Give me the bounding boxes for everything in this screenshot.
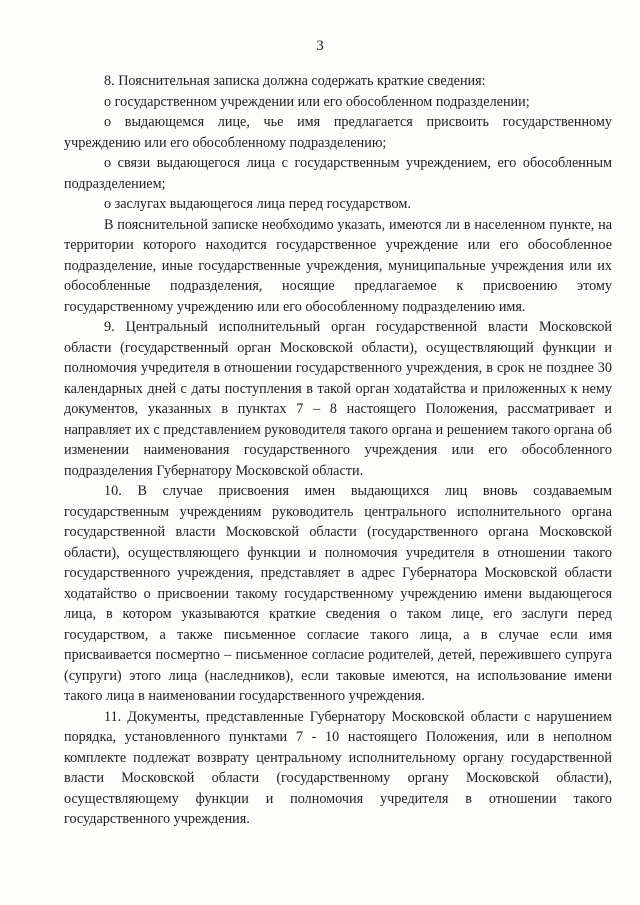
list-item-institution: о государственном учреждении или его обособленном подразделении; [104,93,530,110]
paragraph-9: 9. Центральный исполнительный орган государственной власти Московской области (государственный орган Московской области), осуществляющий функции и полномочия учредителя в отношении государственного учреждения, в срок не позднее 30 календарных дней с даты поступления в такой орган ходатайства и приложенных к нему документов, указанных в пунктах 7 – 8 настоящего Положения, рассматривает и направляет их с представлением руководителя такого органа и решением такого органа об изменении наименования государственного учреждения или его обособленного подразделения Губернатору Московской области. [64,319,612,479]
list-item-merits: о заслугах выдающегося лица перед государством. [104,196,411,212]
paragraph-8-intro: 8. Пояснительная записка должна содержать краткие сведения: [104,73,486,89]
paragraph-11: 11. Документы, представленные Губернатору Московской области с нарушением порядка, установленного пунктами 7 - 10 настоящего Положения, или в неполном комплекте подлежат возврату центральному исполнительному органу государственной власти Московской области (государственному органу Московской области), осуществляющему функции и полномочия учредителя в отношении такого государственного учреждения. [64,708,612,827]
list-item-connection: о связи выдающегося лица с государственным учреждением, его обособленным подразделением; [64,155,612,192]
document-body [64,71,612,830]
page-number: 3 [316,38,324,54]
paragraph-8-note: В пояснительной записке необходимо указать, имеются ли в населенном пункте, на территории которого находится государственное учреждение или его обособленное подразделение, иные государственные учреждения, муниципальные учреждения или их обособленные подразделения, носящие предлагаемое к присвоению этому государственному учреждению или его обособленному подразделению имя. [64,216,612,315]
list-item-person: о выдающемся лице, чье имя предлагается присвоить государственному учреждению или его обособленному подразделению; [64,114,612,151]
paragraph-10: 10. В случае присвоения имен выдающихся лиц вновь создаваемым государственным учреждениям руководитель центрального исполнительного органа государственной власти Московской области (государственного органа Московской области), осуществляющего функции и полномочия учредителя в отношении такого государственного учреждения, представляет в адрес Губернатора Московской области ходатайство о присвоении такому государственному учреждению имени выдающегося лица, в котором указываются краткие сведения о таком лице, его заслуги перед государством, а также письменное согласие такого лица, а в случае если имя присваивается посмертно – письменное согласие родителей, детей, пережившего супруга (супруги) этого лица (наследников), если таковые имеются, на использование имени такого лица в наименовании государственного учреждения. [64,483,612,704]
